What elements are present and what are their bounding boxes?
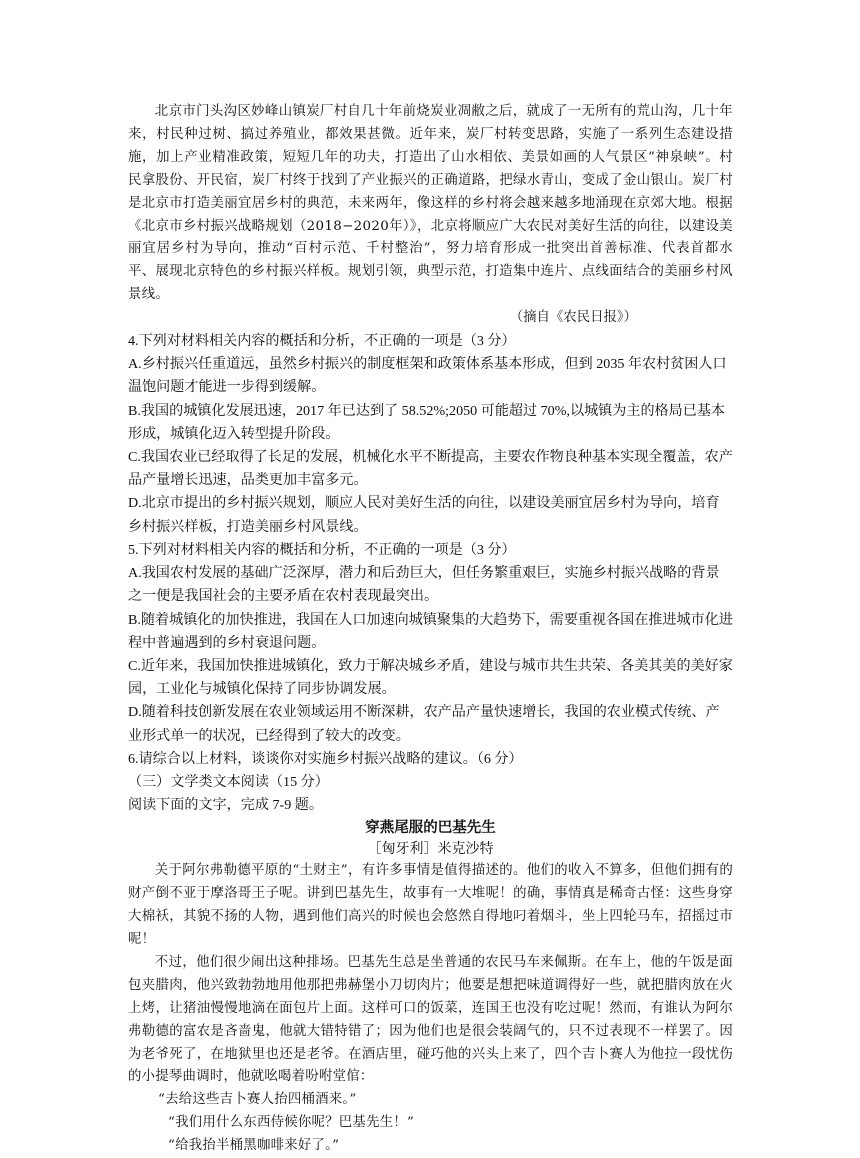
dialogue-line: “给我抬半桶黑咖啡来好了。” — [168, 1138, 340, 1154]
story-author: ［匈牙利］米克沙特 — [367, 841, 494, 858]
question-6 — [128, 748, 733, 771]
option-c: C.我国农业已经取得了长足的发展，机械化水平不断提高，主要农作物良种基本实现全覆盖，农产品产量增长迅速，品类更加丰富多元。 — [128, 449, 733, 489]
option-a: A.我国农村发展的基础广泛深厚，潜力和后劲巨大，但任务繁重艰巨，实施乡村振兴战略的背景之一便是我国社会的主要矛盾在农村表现最突出。 — [128, 565, 720, 605]
story-paragraph-1: 关于阿尔弗勒德平原的“土财主”，有许多事情是值得描述的。他们的收入不算多，但他们拥有的财产倒不亚于摩洛哥王子呢。讲到巴基先生，故事有一大堆呢！的确，事情真是稀奇古怪：这些身穿大棉袄，其貌不扬的人物，遇到他们高兴的时候也会悠然自得地叼着烟斗，坐上四轮马车，招摇过市呢！ — [128, 863, 733, 948]
option-d: D.北京市提出的乡村振兴规划，顺应人民对美好生活的向往，以建设美丽宜居乡村为导向，培育乡村振兴样板，打造美丽乡村风景线。 — [128, 495, 720, 535]
dialogue-line: “去给这些吉卜赛人抬四桶酒来。” — [158, 1092, 357, 1108]
option-b: B.我国的城镇化发展迅速，2017 年已达到了 58.52%;2050 可能超过 70%,以城镇为主的格局已基本形成，城镇化迈入转型提升阶段。 — [128, 402, 726, 442]
question-5 — [128, 539, 733, 748]
question-stem: 5.下列对材料相关内容的概括和分析，不正确的一项是（3 分） — [128, 541, 516, 558]
question-4 — [128, 330, 733, 539]
option-d: D.随着科技创新发展在农业领域运用不断深耕，农产品产量快速增长，我国的农业模式传统、产业形式单一的状况，已经得到了较大的改变。 — [128, 704, 720, 744]
story-title: 穿燕尾服的巴基先生 — [365, 820, 496, 837]
question-stem: 6.请综合以上材料，谈谈你对实施乡村振兴战略的建议。（6 分） — [128, 750, 523, 767]
exam-page — [128, 101, 733, 1158]
material-paragraph: 北京市门头沟区妙峰山镇炭厂村自几十年前烧炭业凋敝之后，就成了一无所有的荒山沟，几十年来，村民种过树、搞过养殖业，都效果甚微。近年来，炭厂村转变思路，实施了一系列生态建设措施，加上产业精准政策，短短几年的功夫，打造出了山水相依、美景如画的人气景区“神泉峡”。村民拿股份、开民宿，炭厂村终于找到了产业振兴的正确道路，把绿水青山，变成了金山银山。炭厂村是北京市打造美丽宜居乡村的典范，未来两年，像这样的乡村将会越来越多地涌现在京郊大地。根据《北京市乡村振兴战略规划（2018−2020年）》，北京将顺应广大农民对美好生活的向往，以建设美丽宜居乡村为导向，推动“百村示范、千村整治”，努力培育形成一批突出首善标准、代表首都水平、展现北京特色的乡村振兴样板。规划引领，典型示范，打造集中连片、点线面结合的美丽乡村风景线。 — [128, 104, 734, 303]
section-instruction: 阅读下面的文字，完成 7-9 题。 — [128, 797, 323, 814]
section-heading: （三）文学类文本阅读（15 分） — [128, 773, 329, 790]
question-stem: 4.下列对材料相关内容的概括和分析，不正确的一项是（3 分） — [128, 333, 516, 350]
story-paragraph-2: 不过，他们很少闹出这种排场。巴基先生总是坐普通的农民马车来佩斯。在车上，他的午饭是面包夹腊肉，他兴致勃勃地用他那把弗赫堡小刀切肉片；他要是想把味道调得好一些，就把腊肉放在火上烤，让猪油慢慢地滴在面包片上面。这样可口的饭菜，连国王也没有吃过呢！然而，有谁认为阿尔弗勒德的富农是吝啬鬼，他就大错特错了；因为他们也是很会装阔气的，只不过表现不一样罢了。因为老爷死了，在地狱里也还是老爷。在酒店里，碰巧他的兴头上来了，四个吉卜赛人为他拉一段忧伤的小提琴曲调时，他就吆喝着吩咐堂倌： — [128, 954, 733, 1085]
option-b: B.随着城镇化的加快推进，我国在人口加速向城镇聚集的大趋势下，需要重视各国在推进城市化进程中普遍遇到的乡村衰退问题。 — [128, 611, 733, 651]
option-a: A.乡村振兴任重道远，虽然乡村振兴的制度框架和政策体系基本形成，但到 2035 年农村贫困人口温饱问题才能进一步得到缓解。 — [128, 356, 727, 396]
dialogue-line: “我们用什么东西侍候你呢？巴基先生！” — [168, 1115, 415, 1131]
option-c: C.近年来，我国加快推进城镇化，致力于解决城乡矛盾，建设与城市共生共荣、各美其美的美好家园，工业化与城镇化保持了同步协调发展。 — [128, 657, 733, 698]
material-source: （摘自《农民日报》） — [509, 310, 637, 326]
